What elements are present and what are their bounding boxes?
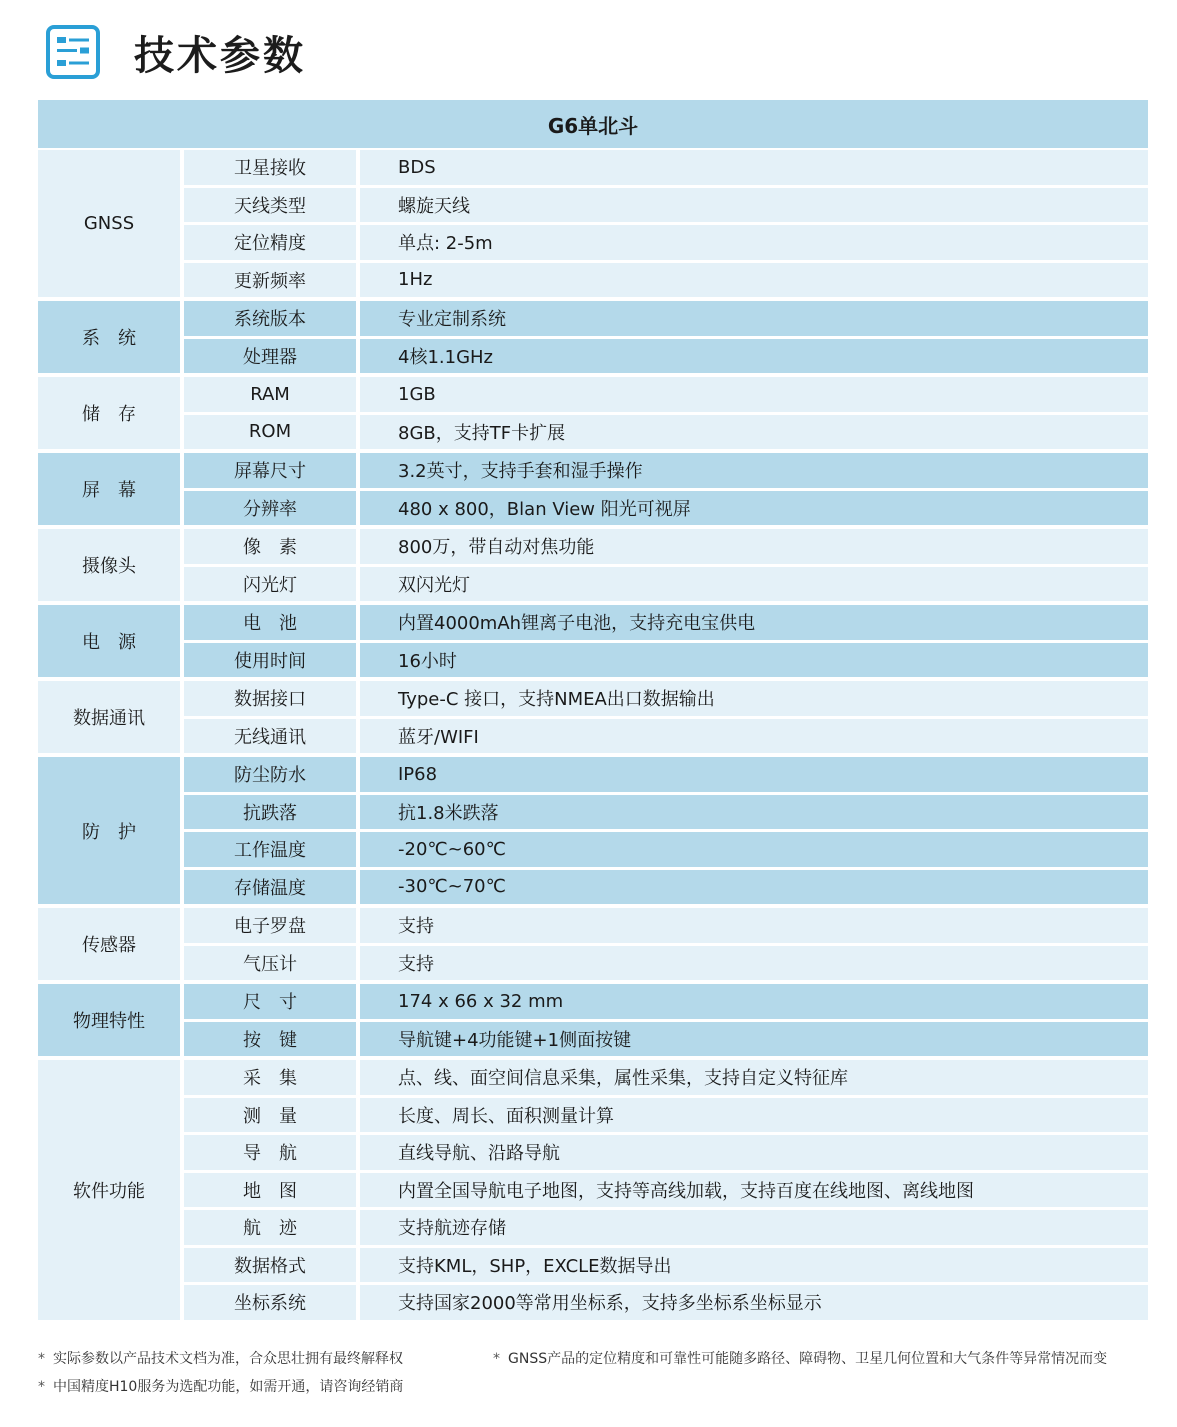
category-cell: 系 统 (38, 301, 180, 373)
spec-group (38, 301, 1148, 373)
spec-group (38, 757, 1148, 904)
spec-value: 内置全国导航电子地图，支持等高线加载，支持百度在线地图、离线地图 (360, 1173, 1148, 1208)
spec-row (184, 681, 1148, 716)
spec-value: 16小时 (360, 643, 1148, 678)
spec-group (38, 529, 1148, 601)
category-cell: 数据通讯 (38, 681, 180, 753)
spec-row (184, 605, 1148, 640)
spec-key: 无线通讯 (184, 719, 356, 754)
category-cell: 屏 幕 (38, 453, 180, 525)
spec-value: 支持KML，SHP，EXCLE数据导出 (360, 1248, 1148, 1283)
spec-row (184, 908, 1148, 943)
spec-key: 数据接口 (184, 681, 356, 716)
spec-key: 存储温度 (184, 870, 356, 905)
spec-row (184, 719, 1148, 754)
category-cell: 物理特性 (38, 984, 180, 1056)
spec-group (38, 681, 1148, 753)
spec-value: 点、线、面空间信息采集，属性采集，支持自定义特征库 (360, 1060, 1148, 1095)
spec-rows (184, 150, 1148, 297)
spec-row (184, 225, 1148, 260)
spec-key: 采 集 (184, 1060, 356, 1095)
spec-value: -30℃~70℃ (360, 870, 1148, 905)
spec-row (184, 643, 1148, 678)
spec-row (184, 377, 1148, 412)
spec-key: 天线类型 (184, 188, 356, 223)
spec-group (38, 605, 1148, 677)
spec-value: 800万，带自动对焦功能 (360, 529, 1148, 564)
spec-rows (184, 301, 1148, 373)
spec-key: 航 迹 (184, 1210, 356, 1245)
spec-row (184, 339, 1148, 374)
spec-row (184, 1173, 1148, 1208)
spec-group (38, 1060, 1148, 1320)
spec-row (184, 415, 1148, 450)
spec-key: 按 键 (184, 1022, 356, 1057)
spec-value: 双闪光灯 (360, 567, 1148, 602)
page-header (46, 24, 306, 80)
spec-group (38, 984, 1148, 1056)
spec-key: 更新频率 (184, 263, 356, 298)
spec-key: RAM (184, 377, 356, 412)
spec-group (38, 453, 1148, 525)
spec-group (38, 908, 1148, 980)
spec-key: 定位精度 (184, 225, 356, 260)
spec-value: 支持 (360, 908, 1148, 943)
spec-key: 尺 寸 (184, 984, 356, 1019)
spec-row (184, 1098, 1148, 1133)
spec-rows (184, 377, 1148, 449)
spec-value: 480 x 800，Blan View 阳光可视屏 (360, 491, 1148, 526)
spec-value: 直线导航、沿路导航 (360, 1135, 1148, 1170)
spec-value: -20℃~60℃ (360, 832, 1148, 867)
spec-value: 螺旋天线 (360, 188, 1148, 223)
spec-row (184, 188, 1148, 223)
spec-key: 工作温度 (184, 832, 356, 867)
footnote-star: * (493, 1351, 500, 1367)
category-cell: 摄像头 (38, 529, 180, 601)
footnote-text: GNSS产品的定位精度和可靠性可能随多路径、障碍物、卫星几何位置和大气条件等异常情况而变 (508, 1351, 1108, 1367)
spec-row (184, 832, 1148, 867)
spec-key: 卫星接收 (184, 150, 356, 185)
spec-row (184, 1060, 1148, 1095)
category-cell: 传感器 (38, 908, 180, 980)
spec-row (184, 1285, 1148, 1320)
spec-key: 地 图 (184, 1173, 356, 1208)
spec-value: 支持国家2000等常用坐标系，支持多坐标系坐标显示 (360, 1285, 1148, 1320)
footnote (38, 1348, 403, 1368)
spec-key: 数据格式 (184, 1248, 356, 1283)
spec-row (184, 984, 1148, 1019)
spec-rows (184, 529, 1148, 601)
spec-group (38, 377, 1148, 449)
spec-row (184, 870, 1148, 905)
spec-row (184, 301, 1148, 336)
spec-value: 单点: 2-5m (360, 225, 1148, 260)
spec-value: 支持航迹存储 (360, 1210, 1148, 1245)
spec-row (184, 1248, 1148, 1283)
spec-key: 抗跌落 (184, 795, 356, 830)
spec-key: 闪光灯 (184, 567, 356, 602)
spec-key: 电 池 (184, 605, 356, 640)
spec-key: 分辨率 (184, 491, 356, 526)
spec-key: 气压计 (184, 946, 356, 981)
footnote-text: 实际参数以产品技术文档为准，合众思壮拥有最终解释权 (53, 1351, 403, 1367)
spec-key: 屏幕尺寸 (184, 453, 356, 488)
spec-key: 防尘防水 (184, 757, 356, 792)
category-cell: 防 护 (38, 757, 180, 904)
spec-row (184, 453, 1148, 488)
spec-value: 4核1.1GHz (360, 339, 1148, 374)
spec-value: 内置4000mAh锂离子电池，支持充电宝供电 (360, 605, 1148, 640)
spec-row (184, 263, 1148, 298)
spec-value: 蓝牙/WIFI (360, 719, 1148, 754)
footnote (493, 1348, 1107, 1368)
spec-row (184, 1022, 1148, 1057)
category-cell: 储 存 (38, 377, 180, 449)
spec-row (184, 1135, 1148, 1170)
spec-row (184, 795, 1148, 830)
category-cell: GNSS (38, 150, 180, 297)
spec-rows (184, 605, 1148, 677)
spec-rows (184, 681, 1148, 753)
spec-table (38, 100, 1148, 1324)
page-title: 技术参数 (134, 32, 306, 79)
spec-key: 像 素 (184, 529, 356, 564)
spec-row (184, 150, 1148, 185)
spec-row (184, 529, 1148, 564)
spec-rows (184, 757, 1148, 904)
spec-value: 导航键+4功能键+1侧面按键 (360, 1022, 1148, 1057)
spec-key: 电子罗盘 (184, 908, 356, 943)
spec-key: 使用时间 (184, 643, 356, 678)
spec-key: 测 量 (184, 1098, 356, 1133)
spec-value: 抗1.8米跌落 (360, 795, 1148, 830)
spec-value: Type-C 接口，支持NMEA出口数据输出 (360, 681, 1148, 716)
spec-value: 174 x 66 x 32 mm (360, 984, 1148, 1019)
spec-rows (184, 453, 1148, 525)
table-title: G6单北斗 (38, 100, 1148, 148)
spec-key: 系统版本 (184, 301, 356, 336)
spec-value: 长度、周长、面积测量计算 (360, 1098, 1148, 1133)
spec-value: 1GB (360, 377, 1148, 412)
spec-row (184, 946, 1148, 981)
footnote-star: * (38, 1379, 45, 1395)
spec-rows (184, 984, 1148, 1056)
spec-key: ROM (184, 415, 356, 450)
spec-row (184, 757, 1148, 792)
spec-list-icon (46, 25, 100, 79)
spec-rows (184, 1060, 1148, 1320)
spec-value: 8GB，支持TF卡扩展 (360, 415, 1148, 450)
spec-key: 导 航 (184, 1135, 356, 1170)
spec-value: 专业定制系统 (360, 301, 1148, 336)
spec-rows (184, 908, 1148, 980)
footnote (38, 1376, 403, 1396)
spec-key: 坐标系统 (184, 1285, 356, 1320)
spec-key: 处理器 (184, 339, 356, 374)
spec-value: 3.2英寸，支持手套和湿手操作 (360, 453, 1148, 488)
spec-row (184, 567, 1148, 602)
footnote-text: 中国精度H10服务为选配功能，如需开通，请咨询经销商 (53, 1379, 404, 1395)
category-cell: 电 源 (38, 605, 180, 677)
spec-value: BDS (360, 150, 1148, 185)
spec-value: IP68 (360, 757, 1148, 792)
spec-row (184, 491, 1148, 526)
spec-groups (38, 150, 1148, 1320)
spec-group (38, 150, 1148, 297)
spec-value: 1Hz (360, 263, 1148, 298)
spec-value: 支持 (360, 946, 1148, 981)
category-cell: 软件功能 (38, 1060, 180, 1320)
footnote-star: * (38, 1351, 45, 1367)
spec-row (184, 1210, 1148, 1245)
